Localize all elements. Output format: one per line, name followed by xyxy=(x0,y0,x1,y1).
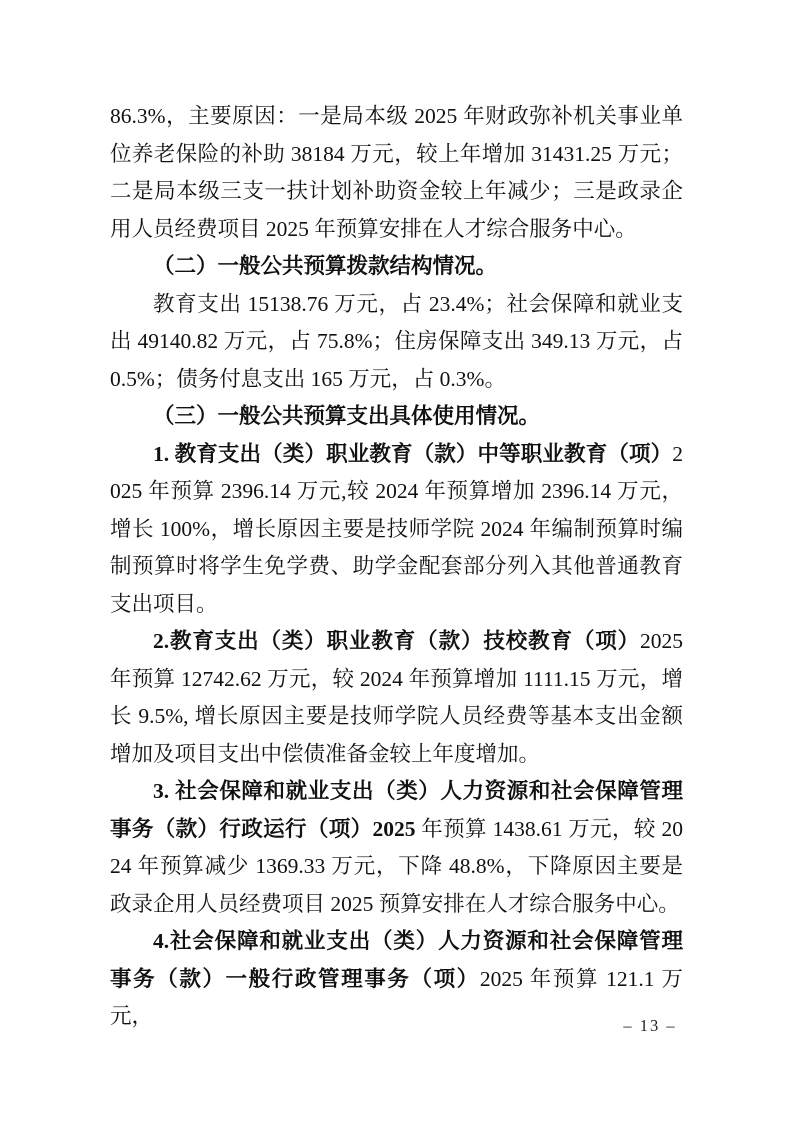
section-heading-3: （三）一般公共预算支出具体使用情况。 xyxy=(153,404,541,428)
list-item-1-lead: 1. 教育支出（类）职业教育（款）中等职业教育（项） xyxy=(153,441,673,466)
list-item-2-body: 2025 年预算 12742.62 万元，较 2024 年预算增加 1111.15 万元，增长 9.5%, 增长原因主要是技师学院人员经费等基本支出金额增加及项目支出中偿债准备金较上年度增加。 xyxy=(110,629,683,766)
list-item-1 xyxy=(110,436,683,624)
list-item-4-lead: 4.社会保障和就业支出（类）人力资源和社会保障管理事务（款）一般行政管理事务（项） xyxy=(110,929,683,991)
list-item-1-body: 2025 年预算 2396.14 万元,较 2024 年预算增加 2396.14 万元，增长 100%，增长原因主要是技师学院 2024 年编制预算时编制预算时将学生免学费、助学金配套部分列入其他普通教育支出项目。 xyxy=(110,441,683,616)
list-item-3 xyxy=(110,773,683,923)
list-item-4-body: 2025 年预算 121.1 万元， xyxy=(110,966,683,1028)
list-item-3-body: 年预算 1438.61 万元，较 2024 年预算减少 1369.33 万元，下降 48.8%，下降原因主要是政录企用人员经费项目 2025 预算安排在人才综合服务中心。 xyxy=(110,816,683,916)
list-item-2 xyxy=(110,623,683,773)
list-item-3-lead: 3. 社会保障和就业支出（类）人力资源和社会保障管理事务（款）行政运行（项）2025 xyxy=(110,779,683,841)
list-item-2-lead: 2.教育支出（类）职业教育（款）技校教育（项） xyxy=(153,629,640,653)
section-2-paragraph: 教育支出 15138.76 万元，占 23.4%；社会保障和就业支出 49140.82 万元，占 75.8%；住房保障支出 349.13 万元，占 0.5%；债务付息支出 165 万元，占 0.3%。 xyxy=(110,291,683,391)
section-heading-2: （二）一般公共预算拨款结构情况。 xyxy=(153,254,498,278)
paragraph-continuation: 86.3%，主要原因：一是局本级 2025 年财政弥补机关事业单位养老保险的补助 38184 万元，较上年增加 31431.25 万元；二是局本级三支一扶计划补助资金较上年减少；三是政录企用人员经费项目 2025 年预算安排在人才综合服务中心。 xyxy=(110,104,683,241)
page-number: – 13 – xyxy=(623,1016,677,1035)
text-block xyxy=(110,98,683,1036)
